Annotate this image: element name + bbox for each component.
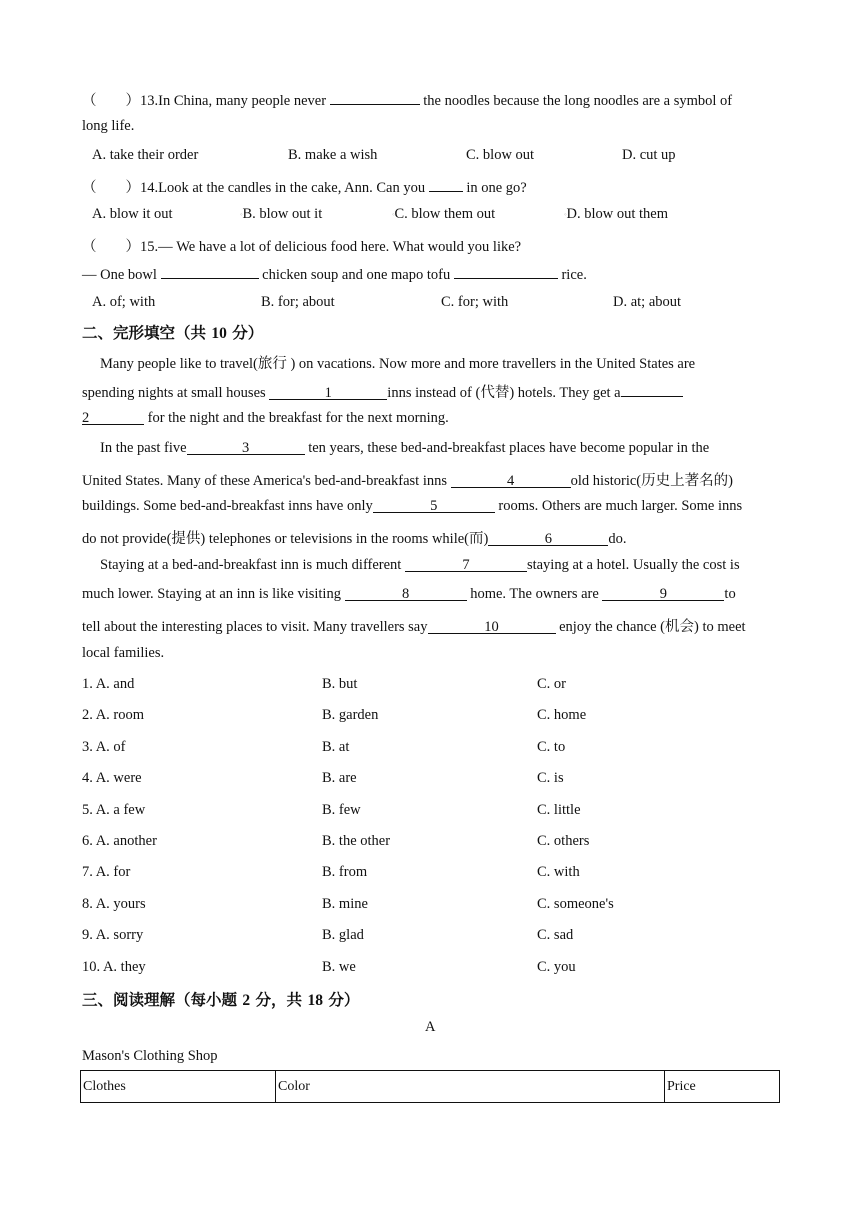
choice-b: B. are bbox=[322, 770, 357, 786]
choice-c: C. is bbox=[537, 770, 564, 786]
option-c: ◦C. blow them out bbox=[392, 206, 496, 222]
choice-b: B. we bbox=[322, 959, 356, 975]
option-c: C. blow out bbox=[466, 147, 535, 163]
cloze-blank-10: 10 bbox=[428, 619, 556, 634]
option-a: A. blow it out bbox=[92, 206, 173, 222]
choice-c: C. to bbox=[537, 739, 566, 755]
cloze-blank-2: 2 bbox=[82, 410, 144, 425]
answer-paren: （ ） bbox=[82, 180, 140, 196]
option-d: ◦D. blow out them bbox=[564, 206, 668, 222]
option-a: A. of; with bbox=[92, 294, 156, 310]
answer-blank bbox=[429, 177, 463, 192]
choice-a: 2. A. room bbox=[82, 707, 145, 723]
question-15: （ ）15.— We have a lot of delicious food here. What would you like? bbox=[82, 239, 522, 255]
passage-line: local families. bbox=[82, 645, 165, 661]
cloze-blank-4: 4 bbox=[451, 473, 571, 488]
option-b: B. make a wish bbox=[288, 147, 378, 163]
choice-c: C. with bbox=[537, 864, 580, 880]
choice-b: B. at bbox=[322, 739, 350, 755]
passage-label: A bbox=[425, 1019, 436, 1035]
passage-line: In the past five 3 ten years, these bed-and-breakfast places have become popular in the bbox=[100, 440, 710, 456]
passage-line: Many people like to travel(旅行 ) on vacations. Now more and more travellers in the United States are bbox=[100, 356, 696, 372]
header-clothes: Clothes bbox=[81, 1071, 276, 1103]
dot-marker: ◦ bbox=[240, 210, 243, 219]
option-c: C. for; with bbox=[441, 294, 509, 310]
question-14: （ ）14.Look at the candles in the cake, Ann. Can you in one go? bbox=[82, 176, 527, 197]
choice-b: B. garden bbox=[322, 707, 379, 723]
answer-blank bbox=[330, 90, 420, 105]
option-d: D. at; about bbox=[613, 294, 682, 310]
section-3-heading: 三、阅读理解（每小题 2 分，共 18 分） bbox=[82, 991, 360, 1009]
choice-b: B. but bbox=[322, 676, 358, 692]
choice-b: B. glad bbox=[322, 927, 364, 943]
choice-c: C. you bbox=[537, 959, 576, 975]
dot-marker: ◦ bbox=[564, 210, 567, 219]
choice-c: C. or bbox=[537, 676, 566, 692]
choice-b: B. mine bbox=[322, 896, 368, 912]
option-a: A. take their order bbox=[92, 147, 199, 163]
cloze-blank-5: 5 bbox=[373, 498, 495, 513]
choice-a: 8. A. yours bbox=[82, 896, 146, 912]
choice-a: 10. A. they bbox=[82, 959, 146, 975]
header-price: Price bbox=[665, 1071, 780, 1103]
cloze-blank-3: 3 bbox=[187, 440, 305, 455]
question-13: （ ）13.In China, many people never the noodles because the long noodles are a symbol of bbox=[82, 89, 732, 110]
choice-a: 7. A. for bbox=[82, 864, 131, 880]
choice-b: B. few bbox=[322, 802, 361, 818]
question-15-cont: — One bowl chicken soup and one mapo tofu rice. bbox=[82, 264, 587, 284]
choice-c: C. sad bbox=[537, 927, 574, 943]
cloze-blank-6: 6 bbox=[488, 531, 608, 546]
choice-c: C. someone's bbox=[537, 896, 614, 912]
choice-a: 4. A. were bbox=[82, 770, 142, 786]
option-b: B. for; about bbox=[261, 294, 335, 310]
passage-line: Staying at a bed-and-breakfast inn is much different 7 staying at a hotel. Usually the cost is bbox=[100, 557, 740, 573]
section-2-heading: 二、完形填空（共 10 分） bbox=[82, 324, 264, 342]
passage-line: United States. Many of these America's bed-and-breakfast inns 4 old historic(历史上著名的) bbox=[82, 473, 733, 489]
question-13-cont: long life. bbox=[82, 118, 135, 134]
answer-paren: （ ） bbox=[82, 239, 140, 255]
dot-marker: ◦ bbox=[392, 210, 395, 219]
shop-title: Mason's Clothing Shop bbox=[82, 1048, 218, 1064]
table-header-row bbox=[81, 1071, 780, 1103]
clothing-table bbox=[80, 1070, 780, 1103]
option-b: ◦B. blow out it bbox=[240, 206, 323, 222]
passage-line: do not provide(提供) telephones or televisions in the rooms while(而) 6 do. bbox=[82, 531, 627, 547]
choice-b: B. the other bbox=[322, 833, 391, 849]
passage-line: buildings. Some bed-and-breakfast inns have only 5 rooms. Others are much larger. Some inns bbox=[82, 498, 743, 514]
cloze-blank-8: 8 bbox=[345, 586, 467, 601]
choice-a: 5. A. a few bbox=[82, 802, 146, 818]
cloze-blank-9: 9 bbox=[602, 586, 724, 601]
passage-line: 2 for the night and the breakfast for the next morning. bbox=[82, 410, 449, 426]
choice-c: C. home bbox=[537, 707, 587, 723]
header-color: Color bbox=[276, 1071, 665, 1103]
choice-a: 9. A. sorry bbox=[82, 927, 144, 943]
answer-blank bbox=[161, 264, 259, 279]
choice-c: C. others bbox=[537, 833, 590, 849]
answer-blank bbox=[454, 264, 558, 279]
choice-a: 1. A. and bbox=[82, 676, 135, 692]
answer-paren: （ ） bbox=[82, 93, 140, 109]
choice-a: 6. A. another bbox=[82, 833, 157, 849]
choice-b: B. from bbox=[322, 864, 368, 880]
cloze-blank-2-start bbox=[621, 382, 683, 397]
cloze-blank-1: 1 bbox=[269, 385, 387, 400]
passage-line: spending nights at small houses 1 inns instead of (代替) hotels. They get a bbox=[82, 381, 683, 402]
passage-line: much lower. Staying at an inn is like visiting 8 home. The owners are 9 to bbox=[82, 586, 736, 602]
passage-line: tell about the interesting places to visit. Many travellers say 10 enjoy the chance (机会) to meet bbox=[82, 619, 746, 635]
option-d: D. cut up bbox=[622, 147, 676, 163]
choice-a: 3. A. of bbox=[82, 739, 126, 755]
cloze-blank-7: 7 bbox=[405, 557, 527, 572]
choice-c: C. little bbox=[537, 802, 581, 818]
